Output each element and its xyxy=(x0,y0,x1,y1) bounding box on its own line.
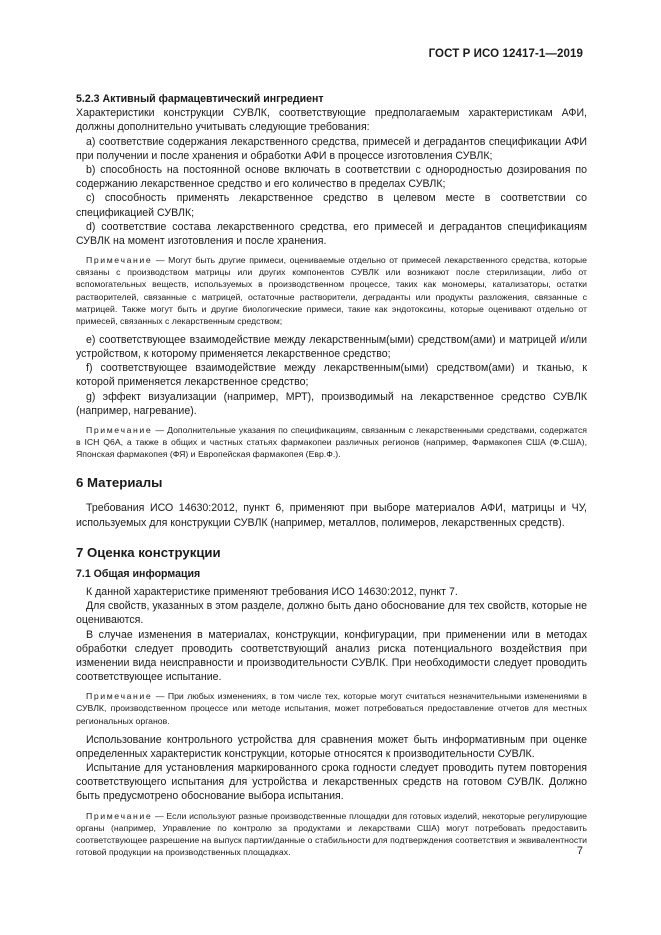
item-d: d) соответствие состава лекарственного средства, его примесей и деградантов спецификациям СУВЛК на момент изготовления и после хранения. xyxy=(76,220,587,248)
section-6-text: Требования ИСО 14630:2012, пункт 6, применяют при выборе материалов АФИ, матрицы и ЧУ, используемых для конструкции СУВЛК (например, металлов, полимеров, лекарственных средств). xyxy=(76,502,587,529)
note-2 xyxy=(76,424,587,460)
section-7-p3: В случае изменения в материалах, конструкции, конфигурации, при применении или в методах обработки следует проводить соответствующий анализ риска потенциального воздействия при изменении вида неисправности и производительности СУВЛК. При необходимости следует проводить соответствующее испытание. xyxy=(76,628,587,684)
document-header-id: ГОСТ Р ИСО 12417-1—2019 xyxy=(428,48,583,60)
section-7-p5: Испытание для установления маркированного срока годности следует проводить путем повторения соответствующего испытания для устройства и лекарственных средств на готовом СУВЛК. Должно быть предусмотрено обоснование выбора испытания. xyxy=(76,762,587,803)
note-1-text: — Могут быть другие примеси, оцениваемые отдельно от примесей лекарственного средства, которые связаны с производством матрицы или других компонентов СУВЛК или возникают после стерилизации, либо от вспомогательных веществ, используемых в производственном процессе, таких как мономеры, катализаторы, остатки растворителей, связанные с матрицей, остаточные растворители, деграданты или продукты разложения, связанные с матрицей. Также могут быть и другие биологические примеси, такие как эндотоксины, которые оценивают отдельно от примесей, связанных с лекарственным средством; xyxy=(76,255,587,326)
item-g: g) эффект визуализации (например, МРТ), производимый на лекарственное средство СУВЛК (например, нагревание). xyxy=(76,390,587,417)
section-7-1-heading: 7.1 Общая информация xyxy=(76,567,201,580)
section-7-heading: 7 Оценка конструкции xyxy=(76,544,221,560)
item-f: f) соответствующее взаимодействие между лекарственным(ыми) средством(ами) и тканью, к которой применяется лекарственное средство; xyxy=(76,362,587,389)
item-a: a) соответствие содержания лекарственного средства, примесей и деградантов спецификации АФИ при получении и после хранения и обработки АФИ в процессе изготовления СУВЛК; xyxy=(76,135,587,162)
item-c: c) способность применять лекарственное средство в целевом месте в соответствии со спецификацией СУВЛК; xyxy=(76,192,587,219)
note-1 xyxy=(76,254,587,327)
page-content xyxy=(76,92,587,858)
section-5-2-3-intro: Характеристики конструкции СУВЛК, соответствующие предполагаемым характеристикам АФИ, должны дополнительно учитывать следующие требования: xyxy=(76,107,587,134)
note-4-text: — Если используют разные производственные площадки для готовых изделий, некоторые регулирующие органы (например, Управление по контролю за продуктами и лекарствами США) могут потребовать предоставить соответствующее разрешение на выпуск партии/данные о стабильности для подтверждения соответствия и эквивалентности готовой продукции на производственных площадках. xyxy=(76,810,587,857)
note-3-text: — При любых изменениях, в том числе тех, которые могут считаться незначительными изменениями в СУВЛК, производственном процессе или методе испытания, может потребоваться предоставление отчетов для местных региональных органов. xyxy=(76,691,587,726)
section-7-p1: К данной характеристике применяют требования ИСО 14630:2012, пункт 7. xyxy=(86,585,458,598)
note-4-label: Примечание xyxy=(86,810,153,821)
section-7-p2: Для свойств, указанных в этом разделе, должно быть дано обоснование для тех свойств, которые не оцениваются. xyxy=(76,600,587,627)
page-number: 7 xyxy=(576,845,583,857)
note-2-text: — Дополнительные указания по спецификациям, связанным с лекарственными средствами, содержатся в ICH Q6A, а также в общих и частных статьях фармакопеи различных регионов (например, Фармакопея США (Ф.США), Японская фармакопея (ФЯ) и Европейская фармакопея (Евр.Ф.). xyxy=(76,425,587,460)
note-1-label: Примечание xyxy=(86,255,153,266)
note-2-label: Примечание xyxy=(86,425,153,436)
item-b: b) способность на постоянной основе включать в соответствии с однородностью дозирования по содержанию лекарственное средство и его количество в пределах СУВЛК; xyxy=(76,164,587,191)
item-e: e) соответствующее взаимодействие между лекарственным(ыми) средством(ами) и матрицей и/или устройством, к которому применяется лекарственное средство; xyxy=(76,333,587,360)
section-6-heading: 6 Материалы xyxy=(76,475,163,491)
note-4 xyxy=(76,810,587,858)
section-5-2-3-heading: 5.2.3 Активный фармацевтический ингредиент xyxy=(76,93,324,105)
section-7-p4: Использование контрольного устройства для сравнения может быть информативным при оценке определенных характеристик конструкции, которые относятся к производительности СУВЛК. xyxy=(76,733,587,760)
note-3 xyxy=(76,690,587,726)
note-3-label: Примечание xyxy=(86,691,153,702)
